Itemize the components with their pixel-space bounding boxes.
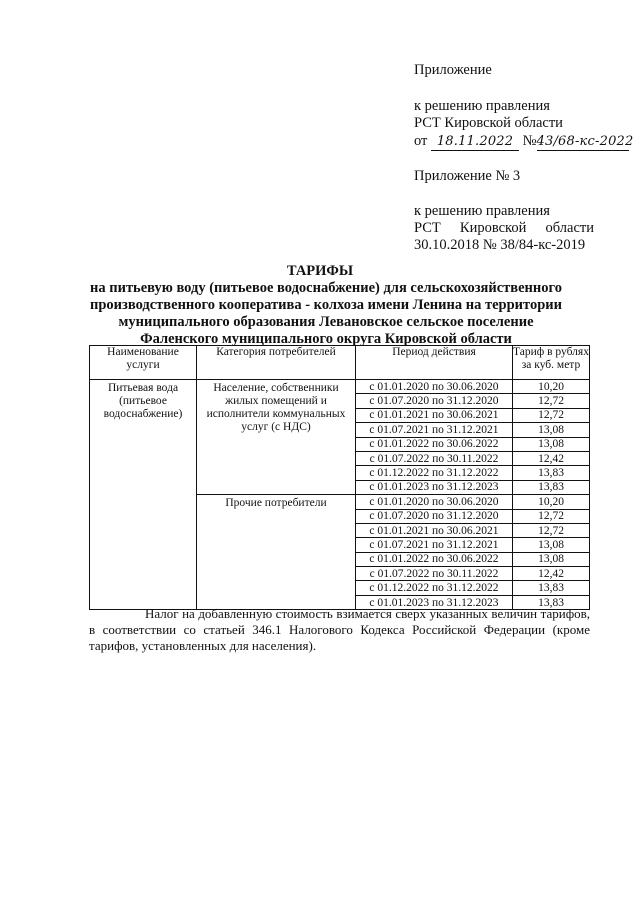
previous-appendix-authority-line: РСТ Кировской области — [414, 220, 594, 236]
tariff-cell: 12,42 — [513, 567, 590, 581]
period-cell: с 01.07.2021 по 31.12.2021 — [356, 423, 513, 437]
service-cell: Питьевая вода (питьевое водоснабжение) — [90, 380, 197, 610]
period-cell: с 01.01.2020 по 30.06.2020 — [356, 495, 513, 509]
period-cell: с 01.01.2020 по 30.06.2020 — [356, 380, 513, 394]
tariff-cell: 13,08 — [513, 437, 590, 451]
period-cell: с 01.01.2021 по 30.06.2021 — [356, 408, 513, 422]
period-cell: с 01.07.2021 по 31.12.2021 — [356, 538, 513, 552]
period-cell: с 01.01.2023 по 31.12.2023 — [356, 595, 513, 609]
tariff-cell: 13,83 — [513, 480, 590, 494]
tariff-cell: 12,72 — [513, 394, 590, 408]
tariff-cell: 13,83 — [513, 581, 590, 595]
previous-appendix-decision-line: к решению правления — [414, 203, 550, 219]
tariff-cell: 13,08 — [513, 423, 590, 437]
tariff-cell: 13,83 — [513, 595, 590, 609]
tariff-cell: 12,72 — [513, 408, 590, 422]
period-cell: с 01.07.2020 по 31.12.2020 — [356, 509, 513, 523]
tariff-cell: 10,20 — [513, 380, 590, 394]
period-cell: с 01.07.2020 по 31.12.2020 — [356, 394, 513, 408]
period-cell: с 01.01.2022 по 30.06.2022 — [356, 437, 513, 451]
document-title-line-4: Фаленского муниципального округа Кировской области — [140, 331, 512, 347]
document-title-line-1: на питьевую воду (питьевое водоснабжение) для сельскохозяйственного — [90, 280, 562, 296]
appendix-decision-line: к решению правления — [414, 98, 550, 114]
tariff-cell: 12,72 — [513, 509, 590, 523]
tariff-cell: 13,08 — [513, 538, 590, 552]
number-prefix: № — [522, 133, 537, 149]
header-tariff: Тариф в рублях за куб. метр — [513, 346, 590, 380]
header-period: Период действия — [356, 346, 513, 380]
appendix-title: Приложение — [414, 62, 492, 78]
period-cell: с 01.07.2022 по 30.11.2022 — [356, 567, 513, 581]
tariff-table — [89, 345, 590, 610]
table-row — [90, 380, 590, 394]
previous-appendix-date-number: 30.10.2018 № 38/84-кс-2019 — [414, 237, 586, 253]
category-cell-population: Население, собственники жилых помещений и исполнители коммунальных услуг (с НДС) — [197, 380, 356, 495]
vat-note-text: Налог на добавленную стоимость взимается сверх указанных величин тарифов, в соответствии со статьей 346.1 Налогового Кодекса Российской Федерации (кроме тарифов, установленных для населения). — [89, 606, 590, 653]
tariff-cell: 12,72 — [513, 523, 590, 537]
table-header-row — [90, 346, 590, 380]
appendix-date-number-line — [414, 133, 634, 151]
handwritten-number: 43/68-кс-2022 — [536, 134, 634, 149]
header-category: Категория потребителей — [197, 346, 356, 380]
vat-note — [89, 606, 590, 654]
tariff-cell: 12,42 — [513, 451, 590, 465]
category-cell-other: Прочие потребители — [197, 495, 356, 610]
document-title-line-3: муниципального образования Левановское сельское поселение — [118, 314, 534, 330]
period-cell: с 01.01.2021 по 30.06.2021 — [356, 523, 513, 537]
appendix-authority-line: РСТ Кировской области — [414, 115, 563, 131]
document-heading: ТАРИФЫ — [286, 263, 354, 279]
tariff-cell: 13,83 — [513, 466, 590, 480]
handwritten-date: 18.11.2022 — [431, 133, 519, 151]
document-title-line-2: производственного кооператива - колхоза имени Ленина на территории — [90, 297, 562, 313]
period-cell: с 01.01.2022 по 30.06.2022 — [356, 552, 513, 566]
date-prefix: от — [414, 133, 428, 149]
period-cell: с 01.07.2022 по 30.11.2022 — [356, 451, 513, 465]
period-cell: с 01.01.2023 по 31.12.2023 — [356, 480, 513, 494]
period-cell: с 01.12.2022 по 31.12.2022 — [356, 581, 513, 595]
period-cell: с 01.12.2022 по 31.12.2022 — [356, 466, 513, 480]
previous-appendix-title: Приложение № 3 — [414, 168, 521, 184]
tariff-cell: 10,20 — [513, 495, 590, 509]
tariff-cell: 13,08 — [513, 552, 590, 566]
header-service: Наименование услуги — [90, 346, 197, 380]
